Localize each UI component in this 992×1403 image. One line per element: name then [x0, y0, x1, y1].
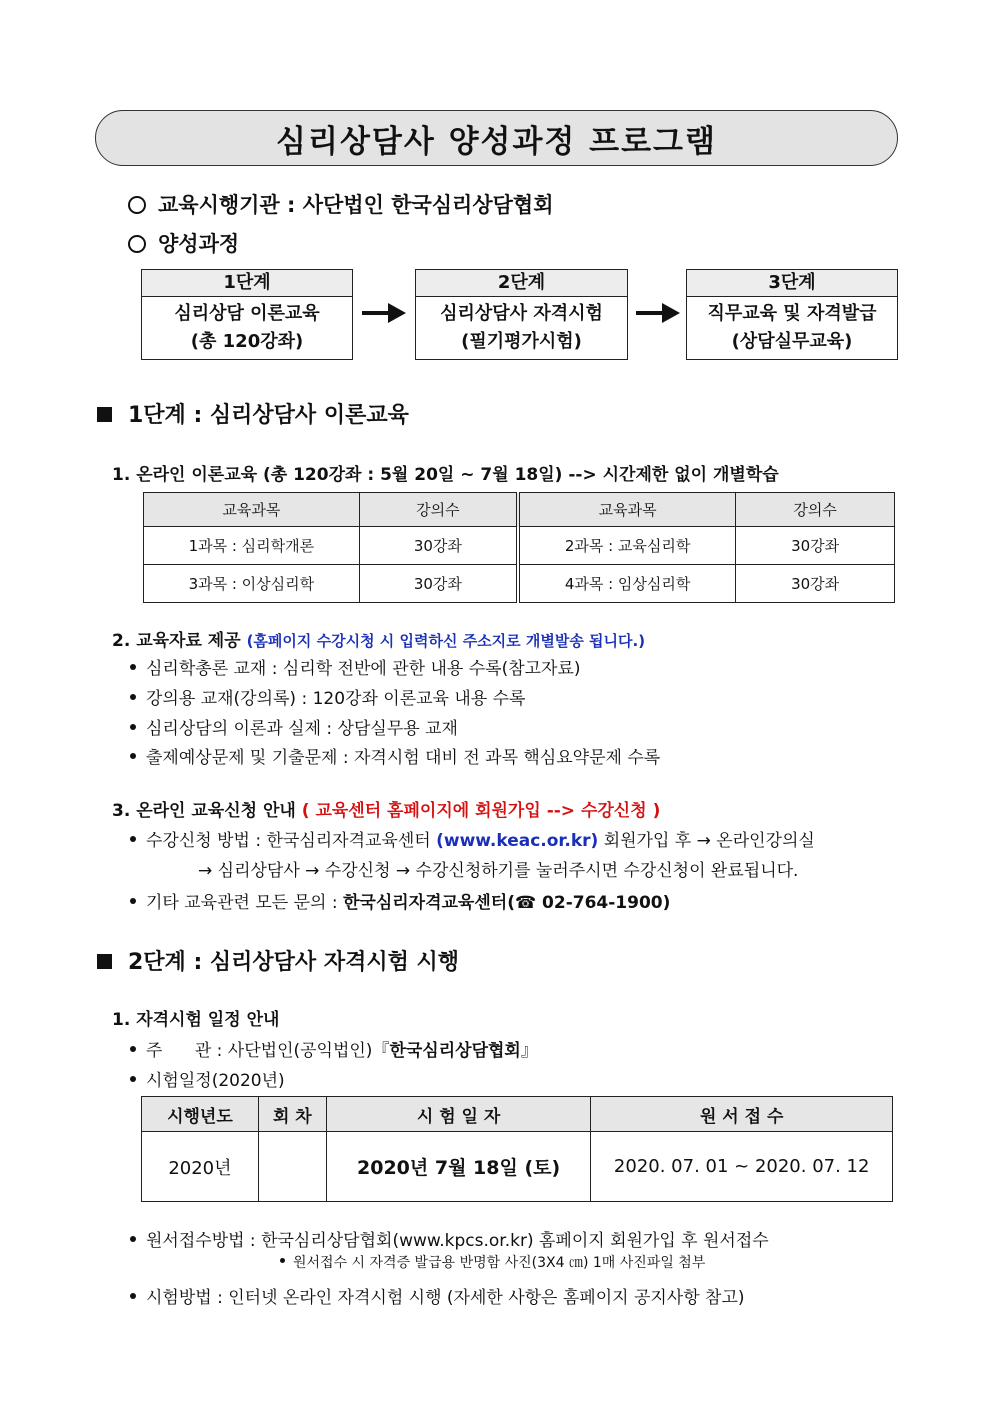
table-header-row — [142, 1097, 893, 1132]
table-cell: 2과목 : 교육심리학 — [518, 527, 736, 565]
circle-bullet-icon — [128, 235, 146, 253]
list-item — [130, 714, 458, 739]
host-suffix: 』 — [520, 1041, 538, 1061]
table-cell: 30강좌 — [736, 527, 895, 565]
host-name: 한국심리상담협회 — [389, 1041, 521, 1061]
square-bullet-icon — [97, 407, 112, 422]
list-item-text: 출제예상문제 및 기출문제 : 자격시험 대비 전 과목 핵심요약문제 수록 — [146, 748, 661, 768]
schedule-label: 시험일정(2020년) — [146, 1071, 285, 1091]
stage-line: 직무교육 및 자격발급 — [707, 303, 877, 324]
table-header-cell: 원 서 접 수 — [591, 1097, 893, 1132]
institution-text: 교육시행기관 : 사단법인 한국심리상담협회 — [158, 193, 554, 217]
circle-bullet-icon — [128, 196, 146, 214]
stage-head: 3단계 — [687, 270, 897, 297]
bullet-icon — [130, 724, 136, 730]
list-item — [130, 1066, 285, 1091]
institution-line — [128, 189, 553, 219]
bullet-icon — [130, 1293, 136, 1299]
online-course-heading: 1. 온라인 이론교육 (총 120강좌 : 5월 20일 ~ 7월 18일) --> 시간제한 없이 개별학습 — [112, 465, 779, 485]
stage-box-3 — [686, 269, 898, 360]
exam-method-text: 시험방법 : 인터넷 온라인 자격시험 시행 (자세한 사항은 홈페이지 공지사항 참고) — [146, 1288, 745, 1308]
table-cell — [258, 1132, 326, 1202]
stage-head: 2단계 — [416, 270, 627, 297]
table-header-row — [144, 493, 895, 527]
table-cell: 30강좌 — [359, 527, 518, 565]
table-cell: 2020년 — [142, 1132, 259, 1202]
list-item — [130, 888, 670, 913]
table-row — [142, 1132, 893, 1202]
apply-method-text: 원서접수방법 : 한국심리상담협회(www.kpcs.or.kr) 홈페이지 회원가입 후 원서접수 — [146, 1231, 769, 1251]
stage-box-2 — [415, 269, 628, 360]
stage-line: (상담실무교육) — [731, 331, 853, 352]
course-text: 양성과정 — [158, 232, 240, 256]
inquiry-contact: 한국심리자격교육센터(☎ 02-764-1900) — [342, 893, 671, 913]
apply-label: 3. 온라인 교육신청 안내 — [112, 801, 296, 821]
table-header-cell: 강의수 — [359, 493, 518, 527]
table-cell: 1과목 : 심리학개론 — [144, 527, 360, 565]
table-cell: 3과목 : 이상심리학 — [144, 565, 360, 603]
list-item-text: 심리상담의 이론과 실제 : 상담실무용 교재 — [146, 719, 458, 739]
stage-line: (총 120강좌) — [190, 331, 304, 352]
apply-prefix: 수강신청 방법 : 한국심리자격교육센터 — [146, 831, 437, 851]
table-row — [144, 565, 895, 603]
stage-line: 심리상담 이론교육 — [174, 303, 320, 324]
page-title: 심리상담사 양성과정 프로그램 — [95, 110, 898, 166]
list-item-text: 심리학총론 교재 : 심리학 전반에 관한 내용 수록(참고자료) — [146, 659, 581, 679]
course-line — [128, 228, 239, 258]
stage-head: 1단계 — [142, 270, 352, 297]
list-item — [130, 826, 815, 851]
apply-note-text: 원서접수 시 자격증 발급용 반명함 사진(3X4 ㎝) 1매 사진파일 첨부 — [293, 1255, 706, 1271]
list-item — [130, 1283, 745, 1308]
table-row — [144, 527, 895, 565]
square-bullet-icon — [97, 954, 112, 969]
table-cell: 30강좌 — [736, 565, 895, 603]
section-2-title: 2단계 : 심리상담사 자격시험 시행 — [128, 950, 460, 975]
list-item — [130, 684, 525, 709]
keac-link[interactable]: (www.keac.or.kr) — [436, 831, 599, 851]
bullet-icon — [130, 836, 136, 842]
table-header-cell: 시 험 일 자 — [326, 1097, 591, 1132]
table-cell: 2020년 7월 18일 (토) — [326, 1132, 591, 1202]
apply-note — [280, 1252, 705, 1272]
list-item — [130, 1226, 769, 1251]
apply-suffix: 회원가입 후 → 온라인강의실 — [598, 831, 815, 851]
bullet-icon — [130, 1236, 136, 1242]
table-cell: 2020. 07. 01 ~ 2020. 07. 12 — [591, 1132, 893, 1202]
section-2-heading — [97, 945, 459, 976]
table-cell: 4과목 : 임상심리학 — [518, 565, 736, 603]
table-header-cell: 교육과목 — [144, 493, 360, 527]
host-prefix: 주 관 : 사단법인(공익법인)『 — [146, 1041, 390, 1061]
course-table — [143, 492, 895, 603]
arrow-right-icon — [362, 303, 406, 323]
materials-heading — [112, 626, 645, 651]
stage-body — [687, 297, 897, 356]
apply-heading — [112, 796, 660, 821]
table-cell: 30강좌 — [359, 565, 518, 603]
section-1-title: 1단계 : 심리상담사 이론교육 — [128, 403, 409, 428]
table-header-cell: 강의수 — [736, 493, 895, 527]
apply-note: ( 교육센터 홈페이지에 회원가입 --> 수강신청 ) — [301, 801, 661, 821]
stage-body — [416, 297, 627, 356]
bullet-icon — [130, 1046, 136, 1052]
materials-label: 2. 교육자료 제공 — [112, 631, 241, 651]
materials-note: (홈페이지 수강시청 시 입력하신 주소지로 개별발송 됩니다.) — [246, 632, 646, 650]
arrow-right-icon — [636, 303, 680, 323]
stage-line: 심리상담사 자격시험 — [440, 303, 603, 324]
list-item — [130, 743, 660, 768]
table-header-cell: 교육과목 — [518, 493, 736, 527]
bullet-icon — [130, 664, 136, 670]
list-item — [130, 1036, 538, 1061]
bullet-icon — [280, 1258, 285, 1263]
stage-line: (필기평가시험) — [461, 331, 582, 352]
bullet-icon — [130, 753, 136, 759]
inquiry-prefix: 기타 교육관련 모든 문의 : — [146, 893, 343, 913]
table-header-cell: 회 차 — [258, 1097, 326, 1132]
exam-schedule-heading: 1. 자격시험 일정 안내 — [112, 1010, 280, 1030]
list-item-text: 강의용 교재(강의록) : 120강좌 이론교육 내용 수록 — [146, 689, 526, 709]
exam-table — [141, 1096, 893, 1202]
bullet-icon — [130, 694, 136, 700]
stage-body — [142, 297, 352, 356]
bullet-icon — [130, 1076, 136, 1082]
list-item — [130, 654, 581, 679]
section-1-heading — [97, 398, 409, 429]
bullet-icon — [130, 898, 136, 904]
stage-box-1 — [141, 269, 353, 360]
apply-line-2: → 심리상담사 → 수강신청 → 수강신청하기를 눌러주시면 수강신청이 완료됩니다. — [198, 861, 799, 881]
table-header-cell: 시행년도 — [142, 1097, 259, 1132]
